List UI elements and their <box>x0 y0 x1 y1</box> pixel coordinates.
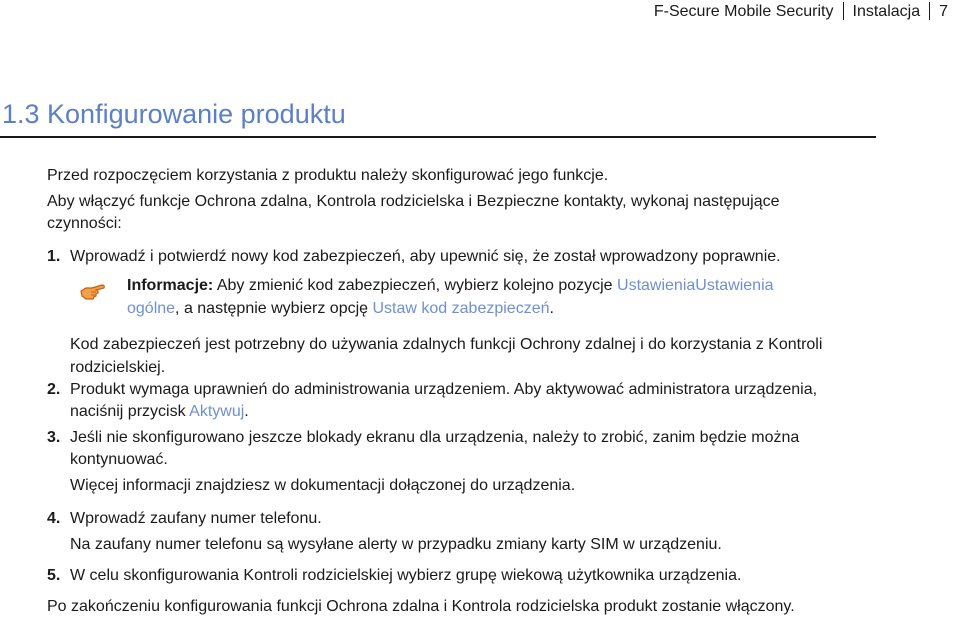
step-4-text: Wprowadź zaufany numer telefonu. <box>70 510 322 527</box>
header-separator <box>843 2 844 20</box>
intro-paragraph: Przed rozpoczęciem korzystania z produktu należy skonfigurować jego funkcje. <box>47 167 609 184</box>
page-number: 7 <box>939 3 948 20</box>
activate-button[interactable]: Aktywuj <box>189 403 245 420</box>
note-label: Informacje: <box>127 277 214 294</box>
general-settings-link[interactable]: ogólne <box>127 300 176 317</box>
note-text: . <box>549 300 554 317</box>
section-title: 1.3 Konfigurowanie produktu <box>2 99 346 129</box>
step-3-line1: Jeśli nie skonfigurowano jeszcze blokady ekranu dla urządzenia, należy to zrobić, zanim będzie można <box>70 429 800 446</box>
set-security-code-link[interactable]: Ustaw kod zabezpieczeń <box>372 300 550 317</box>
closing-paragraph: Po zakończeniu konfigurowania funkcji Ochrona zdalna i Kontrola rodzicielska produkt zostanie włączony. <box>47 598 795 615</box>
step-3-extra: Więcej informacji znajdziesz w dokumentacji dołączonej do urządzenia. <box>70 477 576 494</box>
pointing-hand-icon <box>80 282 106 302</box>
step-number: 5. <box>47 567 61 584</box>
step-2-line1: Produkt wymaga uprawnień do administrowania urządzeniem. Aby aktywować administratora urządzenia, <box>70 381 818 398</box>
header-separator <box>929 2 930 20</box>
enable-paragraph-line1: Aby włączyć funkcje Ochrona zdalna, Kontrola rodzicielska i Bezpieczne kontakty, wykonaj następujące <box>47 193 780 210</box>
step-number: 4. <box>47 510 61 527</box>
step-3-line2: kontynuować. <box>70 451 168 468</box>
step-1-extra-line2: rodzicielskiej. <box>70 359 166 376</box>
step-number: 2. <box>47 381 61 398</box>
step-5-text: W celu skonfigurowania Kontroli rodzicielskiej wybierz grupę wiekową użytkownika urządzenia. <box>70 567 742 584</box>
header-product: F-Secure Mobile Security <box>653 3 834 20</box>
settings-link[interactable]: UstawieniaUstawienia <box>617 277 774 294</box>
note-line1 <box>127 274 774 297</box>
title-divider <box>0 136 876 138</box>
step-1-text: Wprowadź i potwierdź nowy kod zabezpieczeń, aby upewnić się, że został wprowadzony poprawnie. <box>70 248 781 265</box>
header-chapter: Instalacja <box>852 3 921 20</box>
step-number: 1. <box>47 248 61 265</box>
step-2-line2 <box>70 400 249 423</box>
note-line2 <box>127 297 554 320</box>
running-header <box>654 2 948 21</box>
note-text: Aby zmienić kod zabezpieczeń, wybierz kolejno pozycje <box>216 277 613 294</box>
note-text: , a następnie wybierz opcję <box>175 300 369 317</box>
step-2-text: . <box>244 403 249 420</box>
step-2-text: naciśnij przycisk <box>70 403 186 420</box>
step-4-extra: Na zaufany numer telefonu są wysyłane alerty w przypadku zmiany karty SIM w urządzeniu. <box>70 536 722 553</box>
step-1-extra-line1: Kod zabezpieczeń jest potrzebny do używania zdalnych funkcji Ochrony zdalnej i do korzystania z Kontroli <box>70 336 823 353</box>
enable-paragraph-line2: czynności: <box>47 215 122 232</box>
step-number: 3. <box>47 429 61 446</box>
